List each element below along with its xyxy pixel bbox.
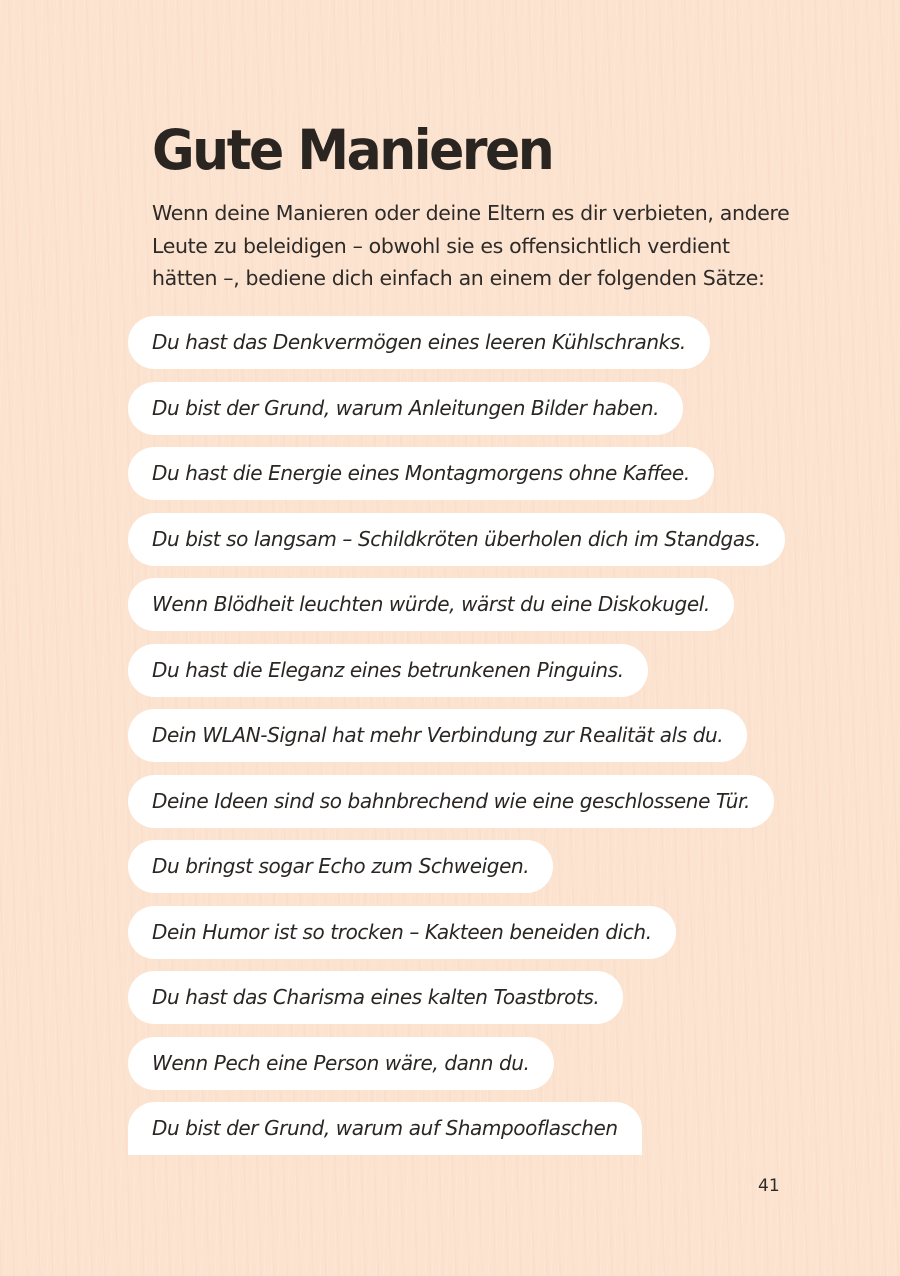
phrase-bubble: Du bist der Grund, warum Anleitungen Bilder haben.: [128, 382, 683, 435]
phrase-bubble: Du hast das Charisma eines kalten Toastbrots.: [128, 971, 623, 1024]
page-title: Gute Manieren: [152, 119, 553, 183]
phrase-bubble: Du bist so langsam – Schildkröten überholen dich im Standgas.: [128, 513, 785, 566]
phrase-bubble: Du hast die Eleganz eines betrunkenen Pinguins.: [128, 644, 648, 697]
phrase-bubble-continued: Du bist der Grund, warum auf Shampooflaschen: [128, 1102, 642, 1155]
intro-paragraph: Wenn deine Manieren oder deine Eltern es dir verbieten, andere Leute zu beleidigen – obwohl sie es offensichtlich verdient hätten –, bediene dich einfach an einem der folgenden Sätze:: [152, 201, 790, 290]
phrase-bubble: Dein WLAN-Signal hat mehr Verbindung zur Realität als du.: [128, 709, 747, 762]
phrase-list: [128, 316, 785, 1168]
phrase-bubble: Dein Humor ist so trocken – Kakteen beneiden dich.: [128, 906, 676, 959]
phrase-bubble: Deine Ideen sind so bahnbrechend wie eine geschlossene Tür.: [128, 775, 774, 828]
phrase-bubble: Wenn Pech eine Person wäre, dann du.: [128, 1037, 554, 1090]
phrase-bubble: Wenn Blödheit leuchten würde, wärst du eine Diskokugel.: [128, 578, 734, 631]
page-number: 41: [758, 1176, 780, 1196]
phrase-bubble: Du bringst sogar Echo zum Schweigen.: [128, 840, 553, 893]
phrase-bubble: Du hast das Denkvermögen eines leeren Kühlschranks.: [128, 316, 710, 369]
phrase-bubble: Du hast die Energie eines Montagmorgens ohne Kaffee.: [128, 447, 714, 500]
